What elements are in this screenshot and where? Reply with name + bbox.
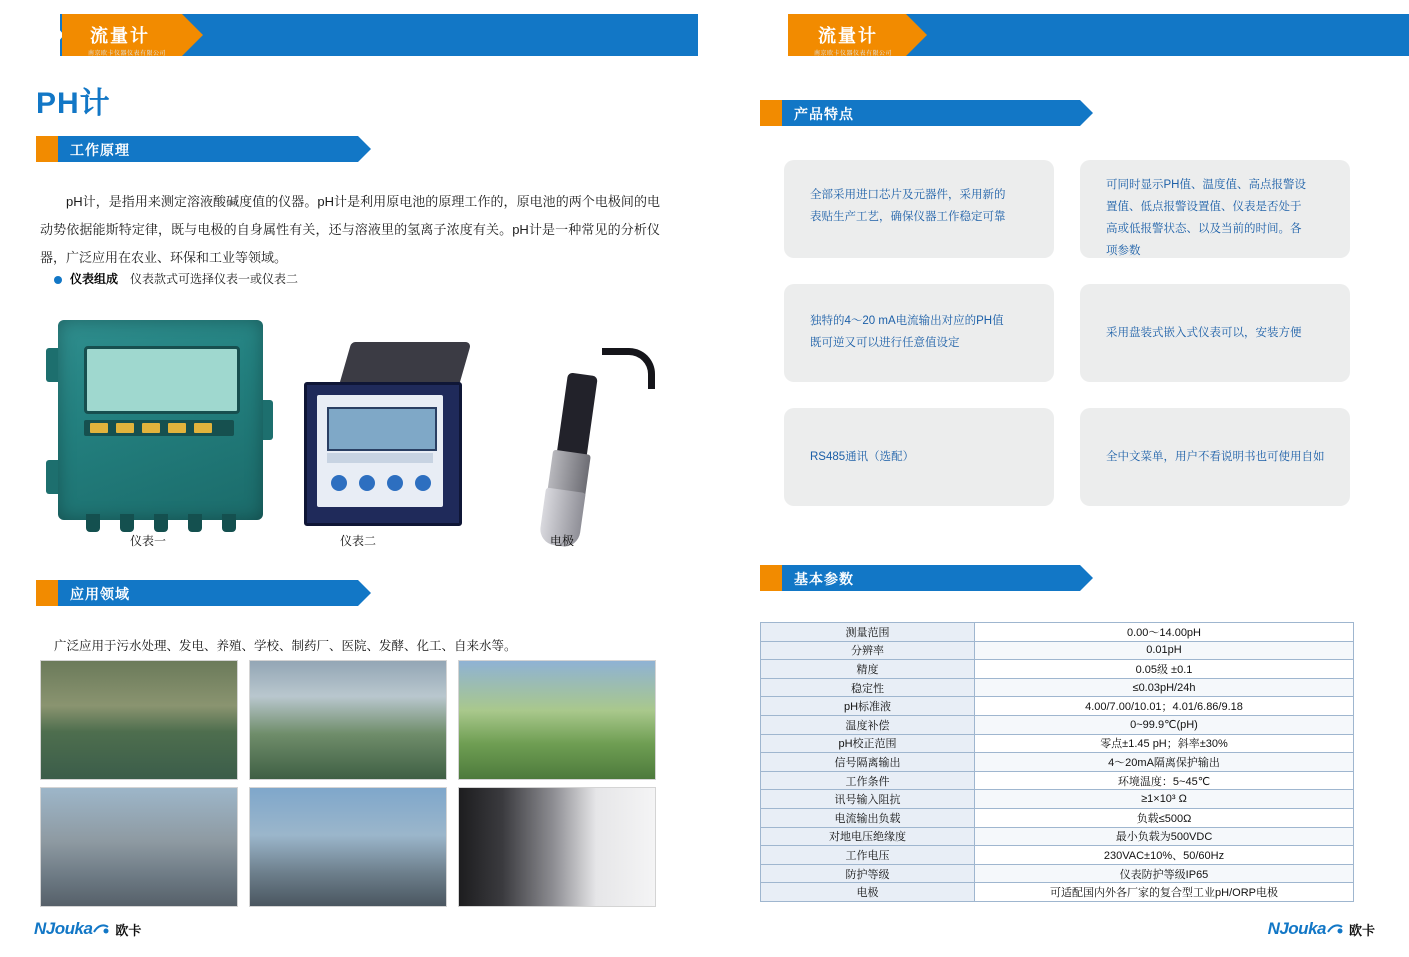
banner-label-left: 流量计 (90, 26, 150, 46)
section-header-principle (36, 136, 358, 162)
app-image-power-generation-waterfall (249, 660, 447, 780)
page-title: PH计 (36, 87, 111, 120)
section-header-application (36, 580, 358, 606)
electrode-body (556, 372, 598, 461)
meter-two-button (387, 475, 403, 491)
table-row (761, 753, 1354, 772)
logo-wordmark: NJouka (1267, 919, 1326, 938)
table-row (761, 660, 1354, 679)
param-value: 环境温度：5~45℃ (975, 771, 1354, 790)
feature-card-5 (784, 408, 1054, 506)
banner-sub-left: 南京欧卡仪器仪表有限公司 (88, 51, 167, 57)
param-key: pH标准液 (761, 697, 975, 716)
principle-paragraph (40, 188, 660, 272)
params-table (760, 622, 1354, 902)
meter-two-panel (317, 395, 443, 507)
table-row (761, 734, 1354, 753)
param-key: 防护等级 (761, 864, 975, 883)
app-image-storage-tanks (40, 787, 238, 907)
section-accent (760, 100, 782, 126)
params-table-body (761, 623, 1354, 902)
section-title-features: 产品特点 (794, 106, 854, 122)
logo-swoosh-icon (93, 923, 109, 935)
meter-one-keypad (84, 420, 234, 436)
param-key: 讯号输入阻抗 (761, 790, 975, 809)
feature-card-2 (1080, 160, 1350, 258)
logo-chinese-name: 欧卡 (1348, 922, 1375, 938)
table-row (761, 771, 1354, 790)
electrode-cable (602, 348, 655, 389)
param-key: 分辨率 (761, 641, 975, 660)
caption-meter-one: 仪表一 (130, 534, 167, 548)
mount-ear-left-top (46, 348, 58, 382)
device-photo-meter-two (300, 342, 480, 522)
table-row (761, 808, 1354, 827)
section-accent (760, 565, 782, 591)
compose-label: 仪表组成 (70, 272, 119, 286)
feature-card-6 (1080, 408, 1350, 506)
meter-two-button (331, 475, 347, 491)
keypad-key (142, 423, 160, 433)
app-image-chemical-plant (249, 787, 447, 907)
param-value: 0.00～14.00pH (975, 623, 1354, 642)
footer-logo-left (34, 919, 141, 939)
keypad-key (194, 423, 212, 433)
cable-gland (120, 514, 134, 532)
param-key: 对地电压绝缘度 (761, 827, 975, 846)
param-value: 可适配国内外各厂家的复合型工业pH/ORP电极 (975, 883, 1354, 902)
feature-card-3 (784, 284, 1054, 382)
param-value: 0.05级 ±0.1 (975, 660, 1354, 679)
feature-card-2-text: 可同时显示PH值、温度值、高点报警设置值、低点报警设置值、仪表是否处于高或低报警状态、以及当前的时间。各项参数 (1106, 179, 1306, 257)
param-value: ≤0.03pH/24h (975, 678, 1354, 697)
feature-card-1 (784, 160, 1054, 258)
table-row (761, 697, 1354, 716)
section-accent (36, 136, 58, 162)
param-value: 4.00/7.00/10.01；4.01/6.86/9.18 (975, 697, 1354, 716)
section-title-principle: 工作原理 (70, 142, 130, 158)
feature-card-4 (1080, 284, 1350, 382)
meter-two-front (304, 382, 462, 526)
feature-card-5-text: RS485通讯（选配） (810, 451, 915, 463)
feature-card-3-text: 独特的4～20 mA电流输出对应的PH值既可逆又可以进行任意值设定 (810, 315, 1004, 349)
mount-ear-left-bottom (46, 460, 58, 494)
section-title-params: 基本参数 (794, 571, 854, 587)
param-value: 零点±1.45 pH；斜率±30% (975, 734, 1354, 753)
keypad-key (90, 423, 108, 433)
product-photo-area (40, 300, 680, 550)
param-value: 负载≤500Ω (975, 808, 1354, 827)
caption-meter-two: 仪表二 (340, 534, 377, 548)
param-key: 精度 (761, 660, 975, 679)
banner-sub-right: 南京欧卡仪器仪表有限公司 (814, 51, 893, 57)
device-photo-electrode (510, 348, 650, 538)
logo-chinese-name: 欧卡 (115, 922, 142, 938)
cable-gland (222, 514, 236, 532)
section-header-features (760, 100, 1080, 126)
principle-paragraph-text: pH计，是指用来测定溶液酸碱度值的仪器。pH计是利用原电池的原理工作的，原电池的两个电极间的电动势依据能斯特定律，既与电极的自身属性有关，还与溶液里的氢离子浓度有关。pH计是一种常见的分析仪器，广泛应用在农业、环保和工业等领域。 (40, 194, 660, 265)
app-image-wastewater-treatment (40, 660, 238, 780)
meter-two-button (359, 475, 375, 491)
table-row (761, 846, 1354, 865)
param-value: 4～20mA隔离保护输出 (975, 753, 1354, 772)
mount-ear-right (263, 400, 273, 440)
cable-gland (154, 514, 168, 532)
section-header-params (760, 565, 1080, 591)
logo-wordmark: NJouka (34, 919, 93, 938)
compose-value: 仪表款式可选择仪表一或仪表二 (130, 272, 299, 286)
param-value: 230VAC±10%、50/60Hz (975, 846, 1354, 865)
meter-one-display (84, 346, 240, 414)
device-photo-meter-one (58, 320, 263, 520)
param-value: 仪表防护等级IP65 (975, 864, 1354, 883)
app-image-tap-water (458, 787, 656, 907)
logo-swoosh-icon (1327, 923, 1343, 935)
cable-gland (188, 514, 202, 532)
section-accent (36, 580, 58, 606)
meter-two-label-strip (327, 453, 433, 463)
param-key: 工作电压 (761, 846, 975, 865)
param-key: 稳定性 (761, 678, 975, 697)
bullet-dot-icon (54, 276, 62, 284)
param-key: 电极 (761, 883, 975, 902)
feature-card-4-text: 采用盘装式嵌入式仪表可以，安装方便 (1106, 327, 1302, 339)
table-row (761, 883, 1354, 902)
compose-line (54, 270, 298, 287)
application-text: 广泛应用于污水处理、发电、养殖、学校、制药厂、医院、发酵、化工、自来水等。 (54, 639, 517, 653)
feature-card-1-text: 全部采用进口芯片及元器件，采用新的表贴生产工艺，确保仪器工作稳定可靠 (810, 189, 1006, 223)
table-row (761, 864, 1354, 883)
table-row (761, 678, 1354, 697)
section-title-application: 应用领域 (70, 586, 130, 602)
param-key: 信号隔离输出 (761, 753, 975, 772)
keypad-key (168, 423, 186, 433)
param-key: pH校正范围 (761, 734, 975, 753)
table-row (761, 827, 1354, 846)
top-banner (0, 0, 1409, 70)
footer-logo-right (1268, 919, 1375, 939)
table-row (761, 641, 1354, 660)
param-value: ≥1×10³ Ω (975, 790, 1354, 809)
table-row (761, 715, 1354, 734)
table-row (761, 790, 1354, 809)
cable-gland-row (82, 514, 240, 532)
param-key: 电流输出负载 (761, 808, 975, 827)
feature-card-6-text: 全中文菜单，用户不看说明书也可使用自如 (1106, 451, 1325, 463)
param-value: 0~99.9℃(pH) (975, 715, 1354, 734)
application-image-grid (40, 660, 660, 918)
table-row (761, 623, 1354, 642)
caption-electrode: 电极 (550, 534, 575, 548)
param-key: 工作条件 (761, 771, 975, 790)
param-key: 温度补偿 (761, 715, 975, 734)
param-value: 0.01pH (975, 641, 1354, 660)
meter-two-lcd (327, 407, 437, 451)
param-value: 最小负载为500VDC (975, 827, 1354, 846)
app-image-livestock-farming (458, 660, 656, 780)
keypad-key (116, 423, 134, 433)
cable-gland (86, 514, 100, 532)
meter-two-button (415, 475, 431, 491)
banner-label-right: 流量计 (818, 26, 878, 46)
param-key: 测量范围 (761, 623, 975, 642)
